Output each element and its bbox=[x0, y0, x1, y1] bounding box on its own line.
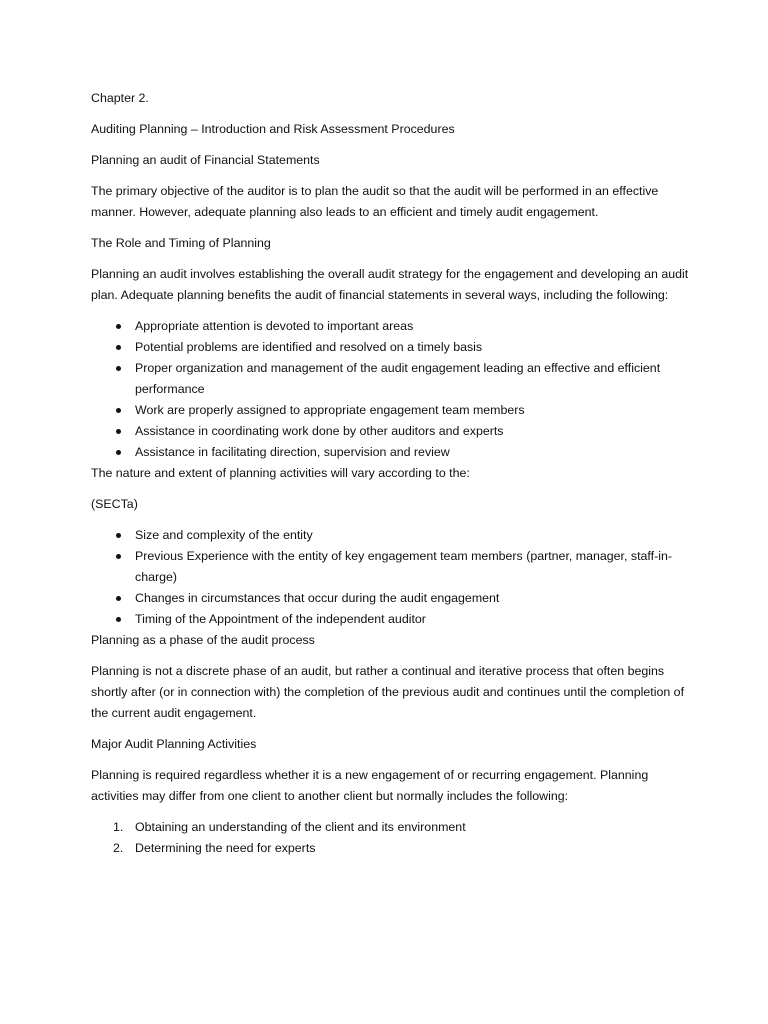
list-item-text: Previous Experience with the entity of key engagement team members (partner, manager, staff-in-charge) bbox=[135, 549, 672, 584]
bullet-icon bbox=[116, 324, 121, 329]
section-heading-planning-phase: Planning as a phase of the audit process bbox=[91, 633, 315, 647]
list-item-text: Obtaining an understanding of the client and its environment bbox=[135, 820, 466, 834]
paragraph-planning-required: Planning is required regardless whether it is a new engagement of or recurring engagement. Planning activities may differ from one client to another client but normally includes the following: bbox=[91, 768, 649, 803]
document-page bbox=[91, 88, 691, 859]
list-number: 1. bbox=[113, 820, 124, 834]
chapter-title: Auditing Planning – Introduction and Risk Assessment Procedures bbox=[91, 122, 455, 136]
bullet-icon bbox=[116, 533, 121, 538]
bullet-icon bbox=[116, 366, 121, 371]
list-item-text: Timing of the Appointment of the independent auditor bbox=[135, 612, 426, 626]
paragraph-planning-not-discrete: Planning is not a discrete phase of an audit, but rather a continual and iterative process that often begins shortly after (or in connection with) the completion of the previous audit and continues until the completion of the current audit engagement. bbox=[91, 664, 685, 720]
bullet-icon bbox=[116, 450, 121, 455]
section-heading-major-activities: Major Audit Planning Activities bbox=[91, 737, 257, 751]
list-item bbox=[91, 546, 691, 588]
list-item-text: Size and complexity of the entity bbox=[135, 528, 313, 542]
section-heading-role-timing: The Role and Timing of Planning bbox=[91, 236, 271, 250]
list-item-text: Determining the need for experts bbox=[135, 841, 316, 855]
list-number: 2. bbox=[113, 841, 124, 855]
paragraph-planning-involves: Planning an audit involves establishing the overall audit strategy for the engagement and developing an audit plan. Adequate planning benefits the audit of financial statements in several ways, including the following: bbox=[91, 267, 689, 302]
list-item bbox=[91, 442, 691, 463]
list-item bbox=[91, 358, 691, 400]
paragraph-nature-extent: The nature and extent of planning activities will vary according to the: bbox=[91, 466, 470, 480]
list-item bbox=[91, 337, 691, 358]
paragraph-primary-objective: The primary objective of the auditor is to plan the audit so that the audit will be performed in an effective manner. However, adequate planning also leads to an efficient and timely audit engagement. bbox=[91, 184, 659, 219]
list-item bbox=[91, 316, 691, 337]
list-item bbox=[91, 525, 691, 546]
list-item-text: Changes in circumstances that occur during the audit engagement bbox=[135, 591, 500, 605]
factors-list bbox=[91, 525, 691, 630]
chapter-label: Chapter 2. bbox=[91, 91, 149, 105]
list-item-text: Proper organization and management of the audit engagement leading an effective and efficient performance bbox=[135, 361, 661, 396]
benefits-list bbox=[91, 316, 691, 463]
list-item bbox=[91, 817, 691, 838]
bullet-icon bbox=[116, 345, 121, 350]
bullet-icon bbox=[116, 554, 121, 559]
list-item bbox=[91, 609, 691, 630]
section-heading-planning-audit: Planning an audit of Financial Statements bbox=[91, 153, 320, 167]
acronym-label: (SECTa) bbox=[91, 497, 138, 511]
bullet-icon bbox=[116, 429, 121, 434]
list-item bbox=[91, 838, 691, 859]
bullet-icon bbox=[116, 408, 121, 413]
list-item-text: Work are properly assigned to appropriate engagement team members bbox=[135, 403, 525, 417]
list-item-text: Assistance in coordinating work done by other auditors and experts bbox=[135, 424, 504, 438]
list-item-text: Potential problems are identified and resolved on a timely basis bbox=[135, 340, 483, 354]
bullet-icon bbox=[116, 617, 121, 622]
bullet-icon bbox=[116, 596, 121, 601]
list-item bbox=[91, 588, 691, 609]
list-item-text: Assistance in facilitating direction, supervision and review bbox=[135, 445, 450, 459]
activities-list bbox=[91, 817, 691, 859]
list-item bbox=[91, 421, 691, 442]
list-item-text: Appropriate attention is devoted to important areas bbox=[135, 319, 414, 333]
list-item bbox=[91, 400, 691, 421]
